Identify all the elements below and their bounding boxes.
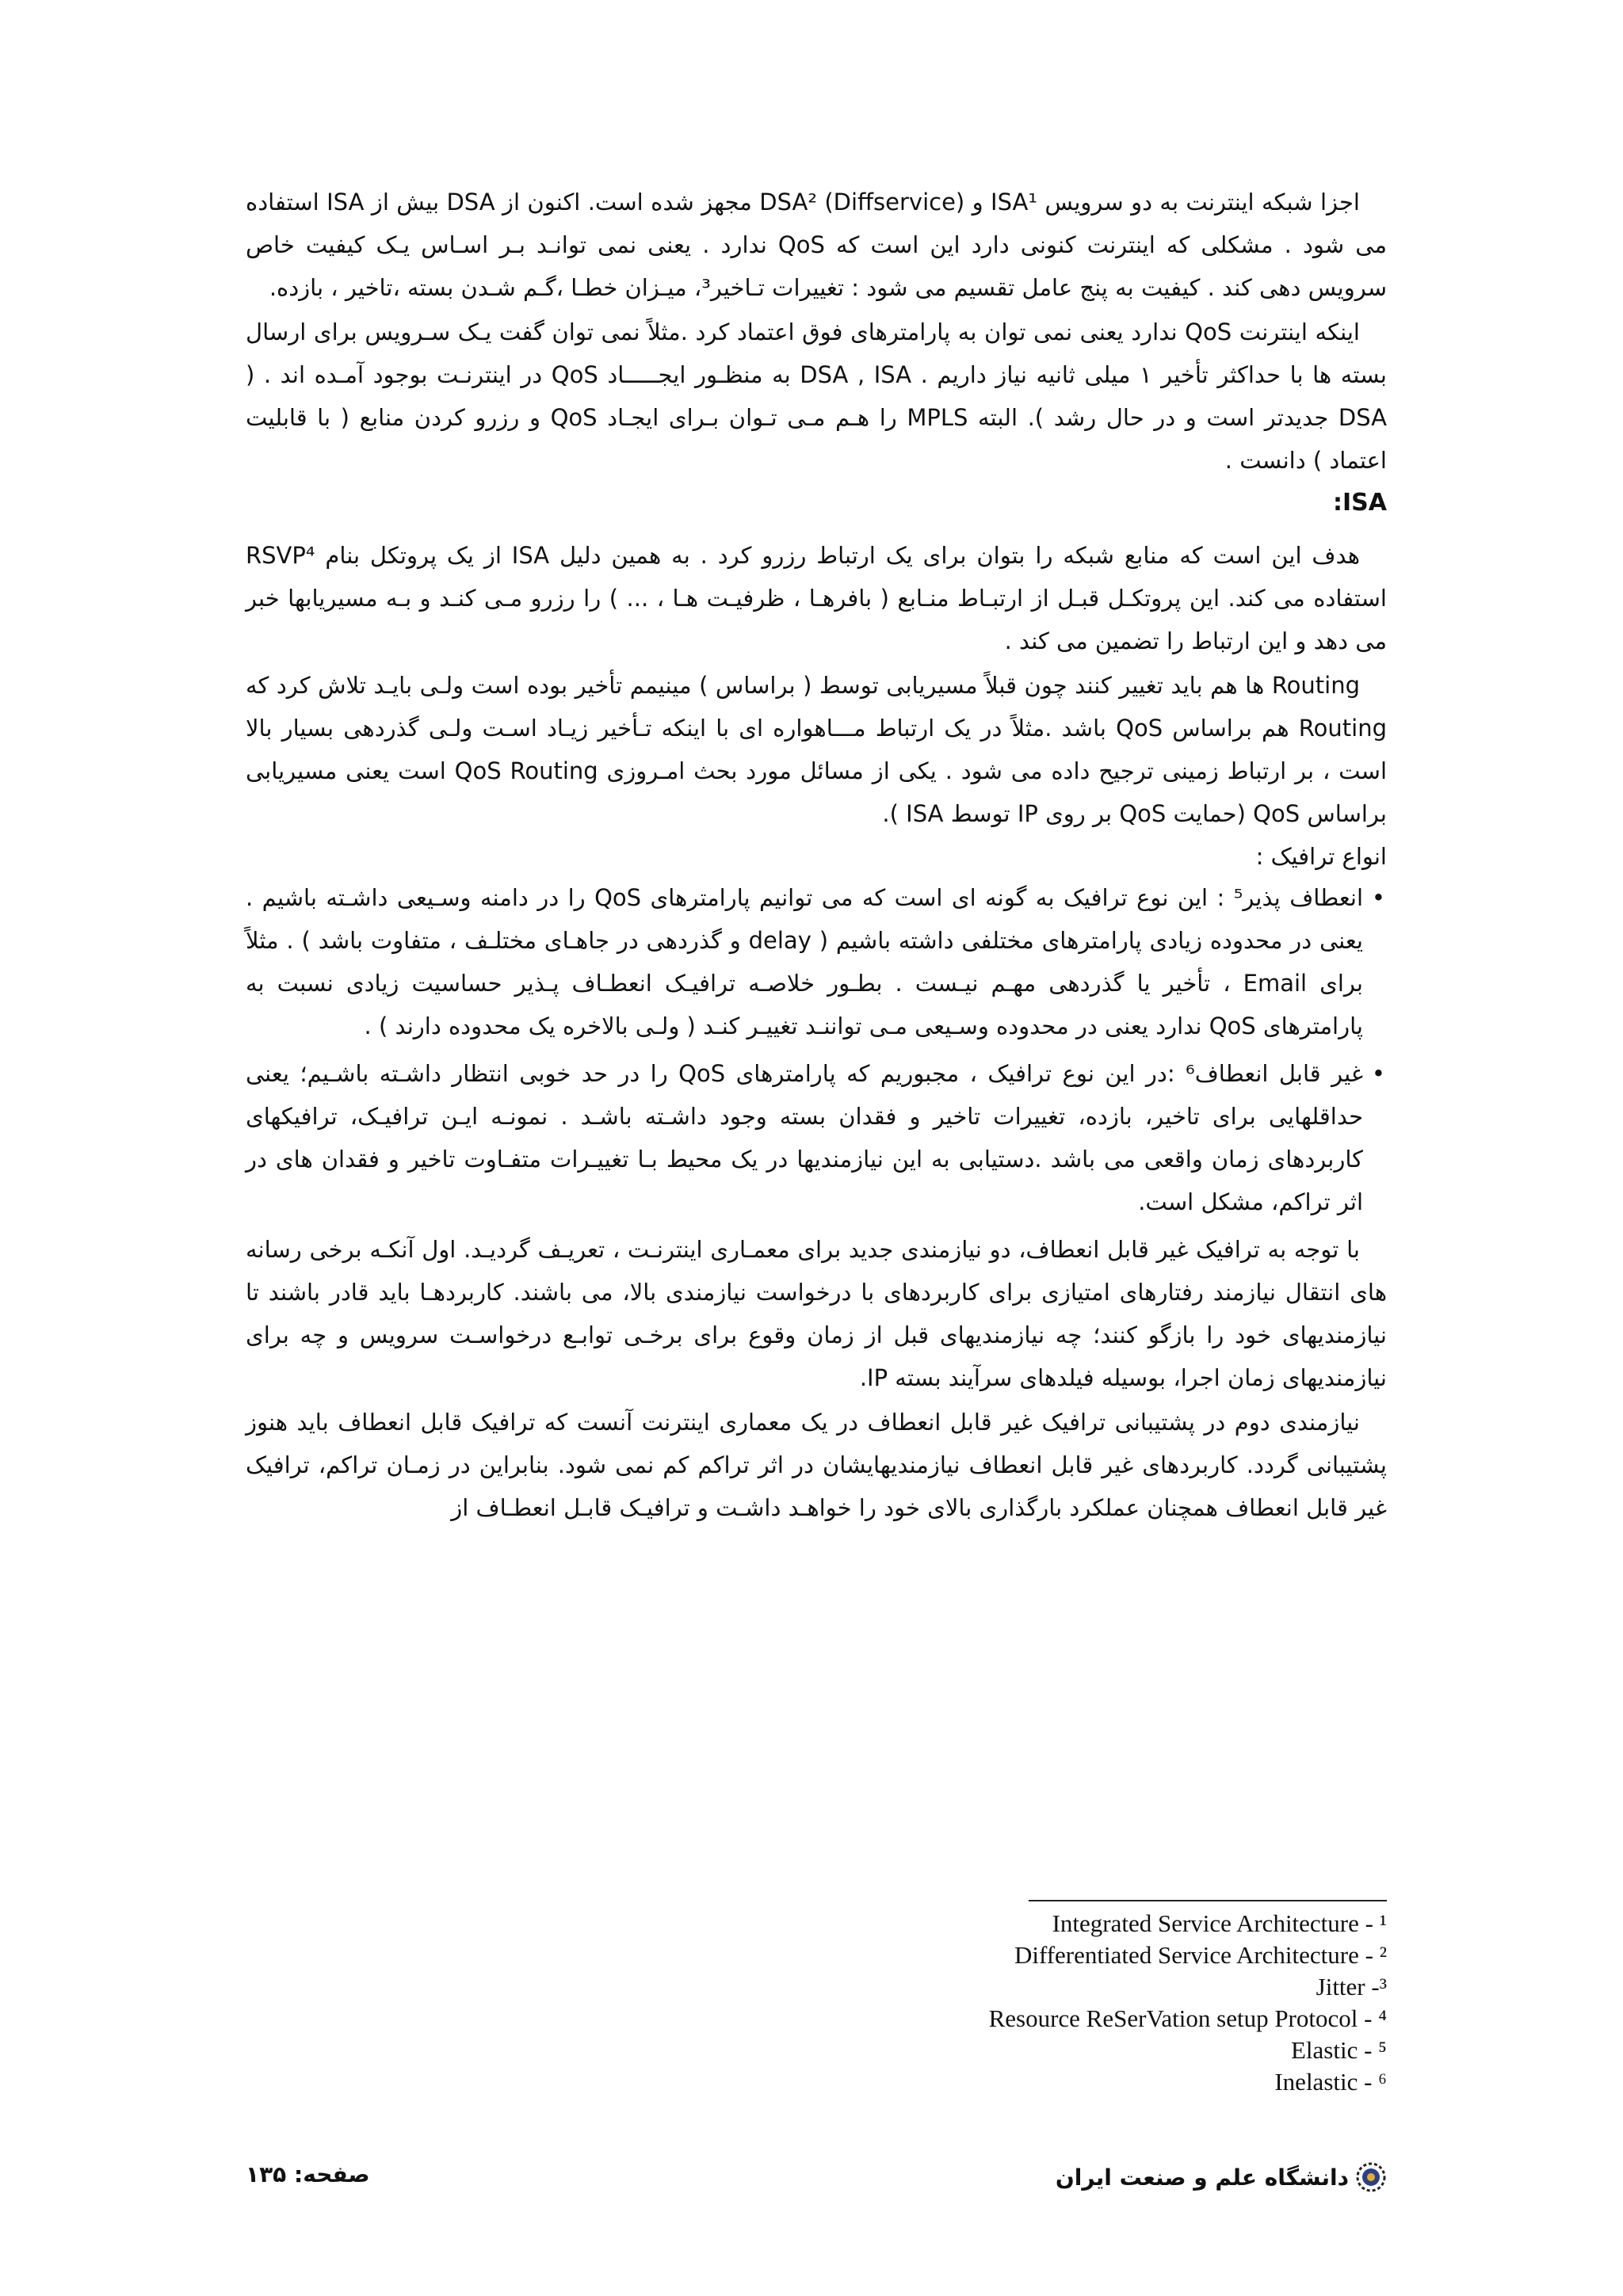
body-text — [246, 181, 1387, 1531]
bullet-icon: • — [1371, 884, 1385, 911]
footnote-1: Integrated Service Architecture - ¹ — [1052, 1909, 1387, 1937]
paragraph-6: نیازمندی دوم در پشتیبانی ترافیک غیر قابل انعطاف در یک معماری اینترنت آنست که ترافیک قابل انعطاف باید هنوز پشتیبانی گردد. کاربردهای غیر قابل انعطاف نیازمندیهایشان در اثر تراکم کم نمی شود. بنابراین در زمـان تراکم، ترافیک غیر قابل انعطاف همچنان عملکرد بارگذاری بالای خود را خواهـد داشـت و ترافیـک قابـل انعطـاف از — [246, 1409, 1387, 1521]
paragraph-5: با توجه به ترافیک غیر قابل انعطاف، دو نیازمندی جدید برای معمـاری اینترنـت ، تعریـف گردیـد. اول آنکـه برخی رسانه های انتقال نیازمند رفتارهای امتیازی برای کاربردهای با درخواست نیازمندی بالا، می باشند. کاربردهـا باید قادر باشند تا نیازمندیهای خود را بازگو کنند؛ چه نیازمندیهای قبل از زمان وقوع برای برخـی توابـع درخواسـت سرویس و چه برای نیازمندیهای زمان اجرا، بوسیله فیلدهای سرآیند بسته IP. — [246, 1236, 1387, 1391]
university-name: دانشگاه علم و صنعت ایران — [1055, 2164, 1349, 2191]
footnote-5: Elastic - ⁵ — [1291, 2036, 1387, 2064]
paragraph-3: هدف این است که منابع شبکه را بتوان برای یک ارتباط رزرو کرد . به همین دلیل ISA از یک پروتکل بنام RSVP⁴ استفاده می کند. این پروتکـل قبـل از ارتبـاط منـابع ( بافرهـا ، ظرفیـت هـا ، ... ) را رزرو مـی کنـد و بـه مسیریابها خبر می دهد و این ارتباط را تضمین می کند . — [246, 542, 1387, 654]
footnotes — [792, 1908, 1387, 2098]
paragraph-1: اجزا شبکه اینترنت به دو سرویس ISA¹ و DSA² (Diffservice) مجهز شده است. اکنون از DSA بیش از ISA استفاده می شود . مشکلی که اینترنت کنونی دارد این است که QoS ندارد . یعنی نمی توانـد بـر اسـاس یـک کیفیت خاص سرویس دهی کند . کیفیت به پنج عامل تقسیم می شود : تغییرات تـاخیر³، میـزان خطـا ،گـم شـدن بسته ،تاخیر ، بازده. — [246, 189, 1387, 301]
traffic-type-list — [246, 876, 1387, 1223]
bullet-icon: • — [1371, 1060, 1385, 1087]
section-heading-isa: ISA: — [1333, 489, 1387, 517]
university-brand — [1056, 2161, 1387, 2193]
footnote-6: Inelastic - ⁶ — [1274, 2068, 1387, 2096]
traffic-types-label: انواع ترافیک : — [1255, 843, 1387, 870]
list-item — [246, 1052, 1385, 1223]
paragraph-4: Routing ها هم باید تغییر کنند چون قبلاً مسیریابی توسط ( براساس ) مینیمم تأخیر بوده است ولـی بایـد تلاش کرد که Routing هم براساس QoS باشد .مثلاً در یک ارتباط مـــاهواره ای با اینکه تـأخیر زیـاد اسـت ولـی گذردهی بسیار بالا است ، بر ارتباط زمینی ترجیح داده می شود . یکی از مسائل مورد بحث امـروزی QoS Routing است یعنی مسیریابی براساس QoS (حمایت QoS بر روی IP توسط ISA ). — [246, 672, 1387, 827]
footnote-divider — [1029, 1900, 1387, 1901]
list-item — [246, 876, 1385, 1047]
footnote-2: Differentiated Service Architecture - ² — [1014, 1941, 1387, 1969]
footnote-4: Resource ReSerVation setup Protocol - ⁴ — [988, 2004, 1387, 2032]
university-logo-icon — [1355, 2161, 1387, 2193]
bullet-elastic-text: انعطاف پذیر⁵ : این نوع ترافیک به گونه ای است که می توانیم پارامترهای QoS را در دامنه وسـیعی داشـته باشیم . یعنی در محدوده زیادی پارامترهای مختلفی داشته باشیم ( delay و گذردهی در جاهـای مختلـف ، متفاوت باشد ) . مثلاً برای Email ، تأخیر یا گذردهی مهـم نیـست . بطـور خلاصـه ترافیـک انعطـاف پـذیر حساسیت زیادی نسبت به پارامترهای QoS ندارد یعنی در محدوده وسـیعی مـی تواننـد تغییـر کنـد ( ولـی بالاخره یک محدوده دارند ) . — [246, 884, 1363, 1039]
footnote-3: Jitter -³ — [1316, 1973, 1387, 2000]
page-number: صفحه: ۱۳۵ — [246, 2161, 370, 2187]
bullet-inelastic-text: غیر قابل انعطاف⁶ :در این نوع ترافیک ، مجبوریم که پارامترهای QoS را در حد خوبی انتظار داشـته باشـیم؛ یعنی حداقلهایی برای تاخیر، بازده، تغییرات تاخیر و فقدان بسته وجود داشـته باشـد . نمونـه ایـن ترافیـک، ترافیکهای کاربردهای زمان واقعی می باشد .دستیابی به این نیازمندیها در یک محیط بـا تغییـرات متفـاوت تاخیر و فقدان های در اثر تراکم، مشکل است. — [246, 1060, 1363, 1215]
page-footer — [246, 2161, 1387, 2201]
paragraph-2: اینکه اینترنت QoS ندارد یعنی نمی توان به پارامترهای فوق اعتماد کرد .مثلاً نمی توان گفت یـک سـرویس برای ارسال بسته ها با حداکثر تأخیر ۱ میلی ثانیه نیاز داریم . DSA , ISA به منظـور ایجـــــاد QoS در اینترنـت بوجود آمـده اند . ( DSA جدیدتر است و در حال رشد ). البته MPLS را هـم مـی تـوان بـرای ایجـاد QoS و رزرو کردن منابع ( با قابلیت اعتماد ) دانست . — [246, 318, 1388, 474]
